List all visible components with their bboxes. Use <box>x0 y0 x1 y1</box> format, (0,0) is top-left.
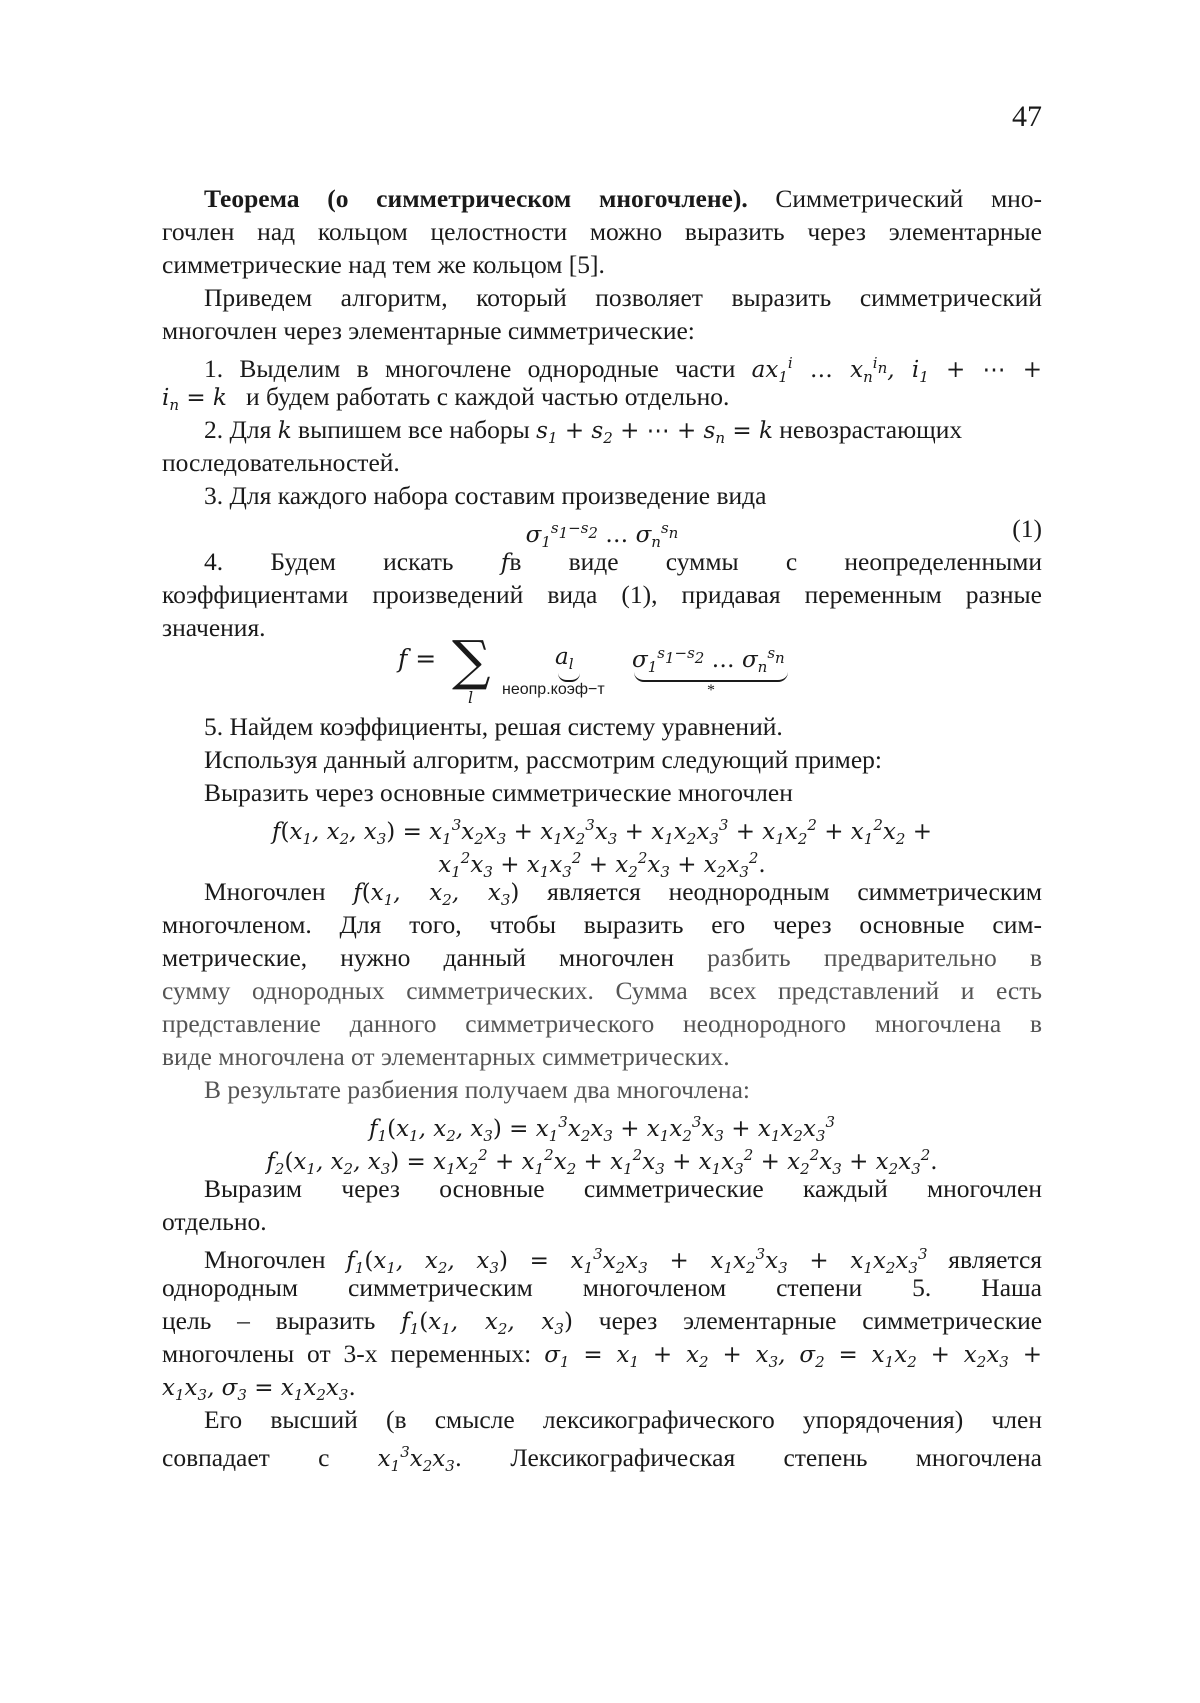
express-line-1: Выразим через основные симметрические каждый многочлен <box>162 1172 1042 1205</box>
formula-product: σ1s1−s2 … σnsn <box>526 522 679 548</box>
discussion-line-7: В результате разбиения получаем два многочлена: <box>162 1073 1042 1106</box>
discussion-line-2: многочленом. Для того, чтобы выразить его через основные сим- <box>162 908 1042 941</box>
express-line-2: отдельно. <box>162 1205 1042 1238</box>
step-4-line-2: коэффициентами произведений вида (1), придавая переменным разные <box>162 578 1042 611</box>
equation-number: (1) <box>1012 512 1042 545</box>
f1-para-line-2: однородным симметрическим многочленом степени 5. Наша <box>162 1271 1042 1304</box>
f1-para-line-5: x1x3, σ3 = x1x2x3. <box>162 1370 1042 1403</box>
step-4-line-1: 4. Будем искать fв виде суммы с неопределенными <box>162 545 1042 578</box>
formula-sets: s1 + s2 + ⋯ + sn = k <box>536 418 773 444</box>
discussion-line-3: метрические, нужно данный многочлен разбить предварительно в <box>162 941 1042 974</box>
example-line-2: Выразить через основные симметрические многочлен <box>162 776 1042 809</box>
sum-sign: ∑ <box>452 634 491 688</box>
step-1-line-1: 1. Выделим в многочлене однородные части ax1i … xnin, i1 + ⋯ + <box>162 347 1042 380</box>
discussion-line-5: представление данного симметрического неоднородного многочлена в <box>162 1007 1042 1040</box>
f1-para-line-4: многочлены от 3-х переменных: σ1 = x1 + x2 + x3, σ2 = x1x2 + x2x3 + <box>162 1337 1042 1370</box>
f1-formula: f1(x1, x2, x3) = x13x2x3 + x1x23x3 + x1x2x33 <box>162 1106 1042 1139</box>
step-2-line-2: последовательностей. <box>162 446 1042 479</box>
label-coef: неопр.коэф−т <box>502 680 605 700</box>
step-2-line-1: 2. Для k выпишем все наборы s1 + s2 + ⋯ + sn = k невозрастающих <box>162 413 1042 446</box>
example-formula-line-1: f(x1, x2, x3) = x13x2x3 + x1x23x3 + x1x2x33 + x1x22 + x12x2 + <box>162 809 1042 842</box>
underbrace-product <box>634 672 788 682</box>
f1-para-line-3: цель – выразить f1(x1, x2, x3) через элементарные симметрические <box>162 1304 1042 1337</box>
highest-term-line-1: Его высший (в смысле лексикографического упорядочения) член <box>162 1403 1042 1436</box>
text-body <box>162 182 1042 1469</box>
theorem-line-2: гочлен над кольцом целостности можно выразить через элементарные <box>162 215 1042 248</box>
discussion-line-6: виде многочлена от элементарных симметрических. <box>162 1040 1042 1073</box>
step-4-line-3: значения. <box>162 611 1042 644</box>
intro-line-1: Приведем алгоритм, который позволяет выразить симметрический <box>162 281 1042 314</box>
formula-homogeneous-part: ax1i … xnin, i1 + ⋯ + <box>752 357 1042 383</box>
page-number: 47 <box>1012 100 1042 134</box>
discussion-line-1: Многочлен f(x1, x2, x3) является неоднородным симметрическим <box>162 875 1042 908</box>
f2-formula: f2(x1, x2, x3) = x1x22 + x12x2 + x12x3 + x1x32 + x22x3 + x2x32. <box>162 1139 1042 1172</box>
example-formula-line-2: x12x3 + x1x32 + x22x3 + x2x32. <box>162 842 1042 875</box>
f1-para-line-1: Многочлен f1(x1, x2, x3) = x13x2x3 + x1x23x3 + x1x2x33 является <box>162 1238 1042 1271</box>
step-5-line: 5. Найдем коэффициенты, решая систему уравнений. <box>162 710 1042 743</box>
example-line-1: Используя данный алгоритм, рассмотрим следующий пример: <box>162 743 1042 776</box>
step-3-line: 3. Для каждого набора составим произведение вида <box>162 479 1042 512</box>
equation-1 <box>162 512 1042 545</box>
highest-term-line-2: совпадает с x13x2x3. Лексикографическая степень многочлена <box>162 1436 1042 1469</box>
discussion-line-4: сумму однородных симметрических. Сумма всех представлений и есть <box>162 974 1042 1007</box>
sum-formula: f = ∑ l al неопр.коэф−т σ1s1−s2 … σnsn * <box>162 644 1042 710</box>
label-star: * <box>707 682 715 700</box>
step-1-line-2: in = k и будем работать с каждой частью отдельно. <box>162 380 1042 413</box>
intro-line-2: многочлен через элементарные симметрические: <box>162 314 1042 347</box>
theorem-title: Теорема (о симметрическом многочлене). <box>204 184 748 213</box>
theorem-line-3: симметрические над тем же кольцом [5]. <box>162 248 1042 281</box>
theorem-line-1: Теорема (о симметрическом многочлене). Симметрический мно- <box>162 182 1042 215</box>
